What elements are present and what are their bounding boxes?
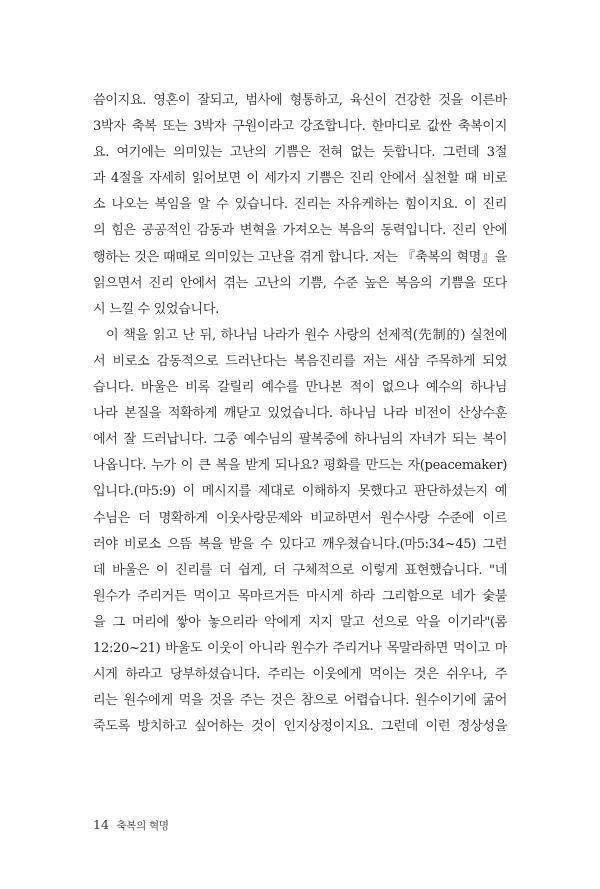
page-number: 14 [93,817,109,832]
text-line: 시게 하라고 당부하셨습니다. 주리는 이웃에게 먹이는 것은 쉬우나, 주 [93,667,507,683]
text-line: 의 힘은 공공적인 감동과 변혁을 가져오는 복음의 동력입니다. 진리 안에 [93,223,507,239]
text-line: 수님은 더 명확하게 이웃사랑문제와 비교하면서 원수사랑 수준에 이르 [93,510,507,526]
body-text [93,88,507,740]
text-line: 과 4절을 자세히 읽어보면 이 세가지 기쁨은 진리 안에서 실천할 때 비로 [93,171,507,187]
text-line: 나옵니다. 누가 이 큰 복을 받게 되나요? 평화를 만드는 자(peacemaker) [93,458,507,474]
text-line: 습니다. 바울은 비록 갈릴리 예수를 만나본 적이 없으나 예수의 하나님 [93,380,507,396]
text-line: 원수가 주리거든 먹이고 목마르거든 마시게 하라 그리함으로 네가 숯불 [93,588,507,604]
text-line: 에서 잘 드러납니다. 그중 예수님의 팔복중에 하나님의 자녀가 되는 복이 [93,432,507,448]
running-title: 축복의 혁명 [116,820,169,832]
text-line: 요. 여기에는 의미있는 고난의 기쁨은 전혀 없는 듯합니다. 그런데 3절 [93,145,507,161]
text-line: 씀이지요. 영혼이 잘되고, 범사에 형통하고, 육신이 건강한 것을 이른바 [93,93,507,108]
text-line: 입니다.(마5:9) 이 메시지를 제대로 이해하지 못했다고 판단하셨는지 예 [93,484,507,500]
text-line-paragraph-end: 시 느낄 수 있었습니다. [93,301,219,317]
text-line: 3박자 축복 또는 3박자 구원이라고 강조합니다. 한마디로 값싼 축복이지 [93,119,507,135]
text-line: 12:20~21) 바울도 이웃이 아니라 원수가 주리거나 목말라하면 먹이고 마 [93,640,507,656]
text-line-paragraph-start: 이 책을 읽고 난 뒤, 하나님 나라가 원수 사랑의 선제적(先制的) 실천에 [106,327,507,343]
text-line: 을 그 머리에 쌓아 놓으리라 악에게 지지 말고 선으로 악을 이기라"(롬 [93,614,507,630]
text-line: 행하는 것은 때때로 의미있는 고난을 겪게 합니다. 저는 『축복의 혁명』을 [93,249,507,265]
text-line: 나라 본질을 적확하게 깨닫고 있었습니다. 하나님 나라 비전이 산상수훈 [93,406,507,422]
text-line: 서 비로소 감동적으로 드러난다는 복음진리를 저는 새삼 주목하게 되었 [93,353,507,369]
text-line: 죽도록 방치하고 싶어하는 것이 인지상정이지요. 그런데 이런 정상성을 [93,719,507,735]
page-footer [93,817,169,833]
text-line: 읽으면서 진리 안에서 겪는 고난의 기쁨, 수준 높은 복음의 기쁨을 또다 [93,275,507,291]
text-line: 리는 원수에게 먹을 것을 주는 것은 참으로 어렵습니다. 원수이기에 굶어 [93,693,507,709]
text-line: 데 바울은 이 진리를 더 쉽게, 더 구체적으로 이렇게 표현했습니다. "네 [93,562,507,578]
text-line: 러야 비로소 으뜸 복을 받을 수 있다고 깨우쳤습니다.(마5:34~45) 그런 [93,536,507,552]
text-line: 소 나오는 복임을 알 수 있습니다. 진리는 자유케하는 힘이지요. 이 진리 [93,197,507,213]
